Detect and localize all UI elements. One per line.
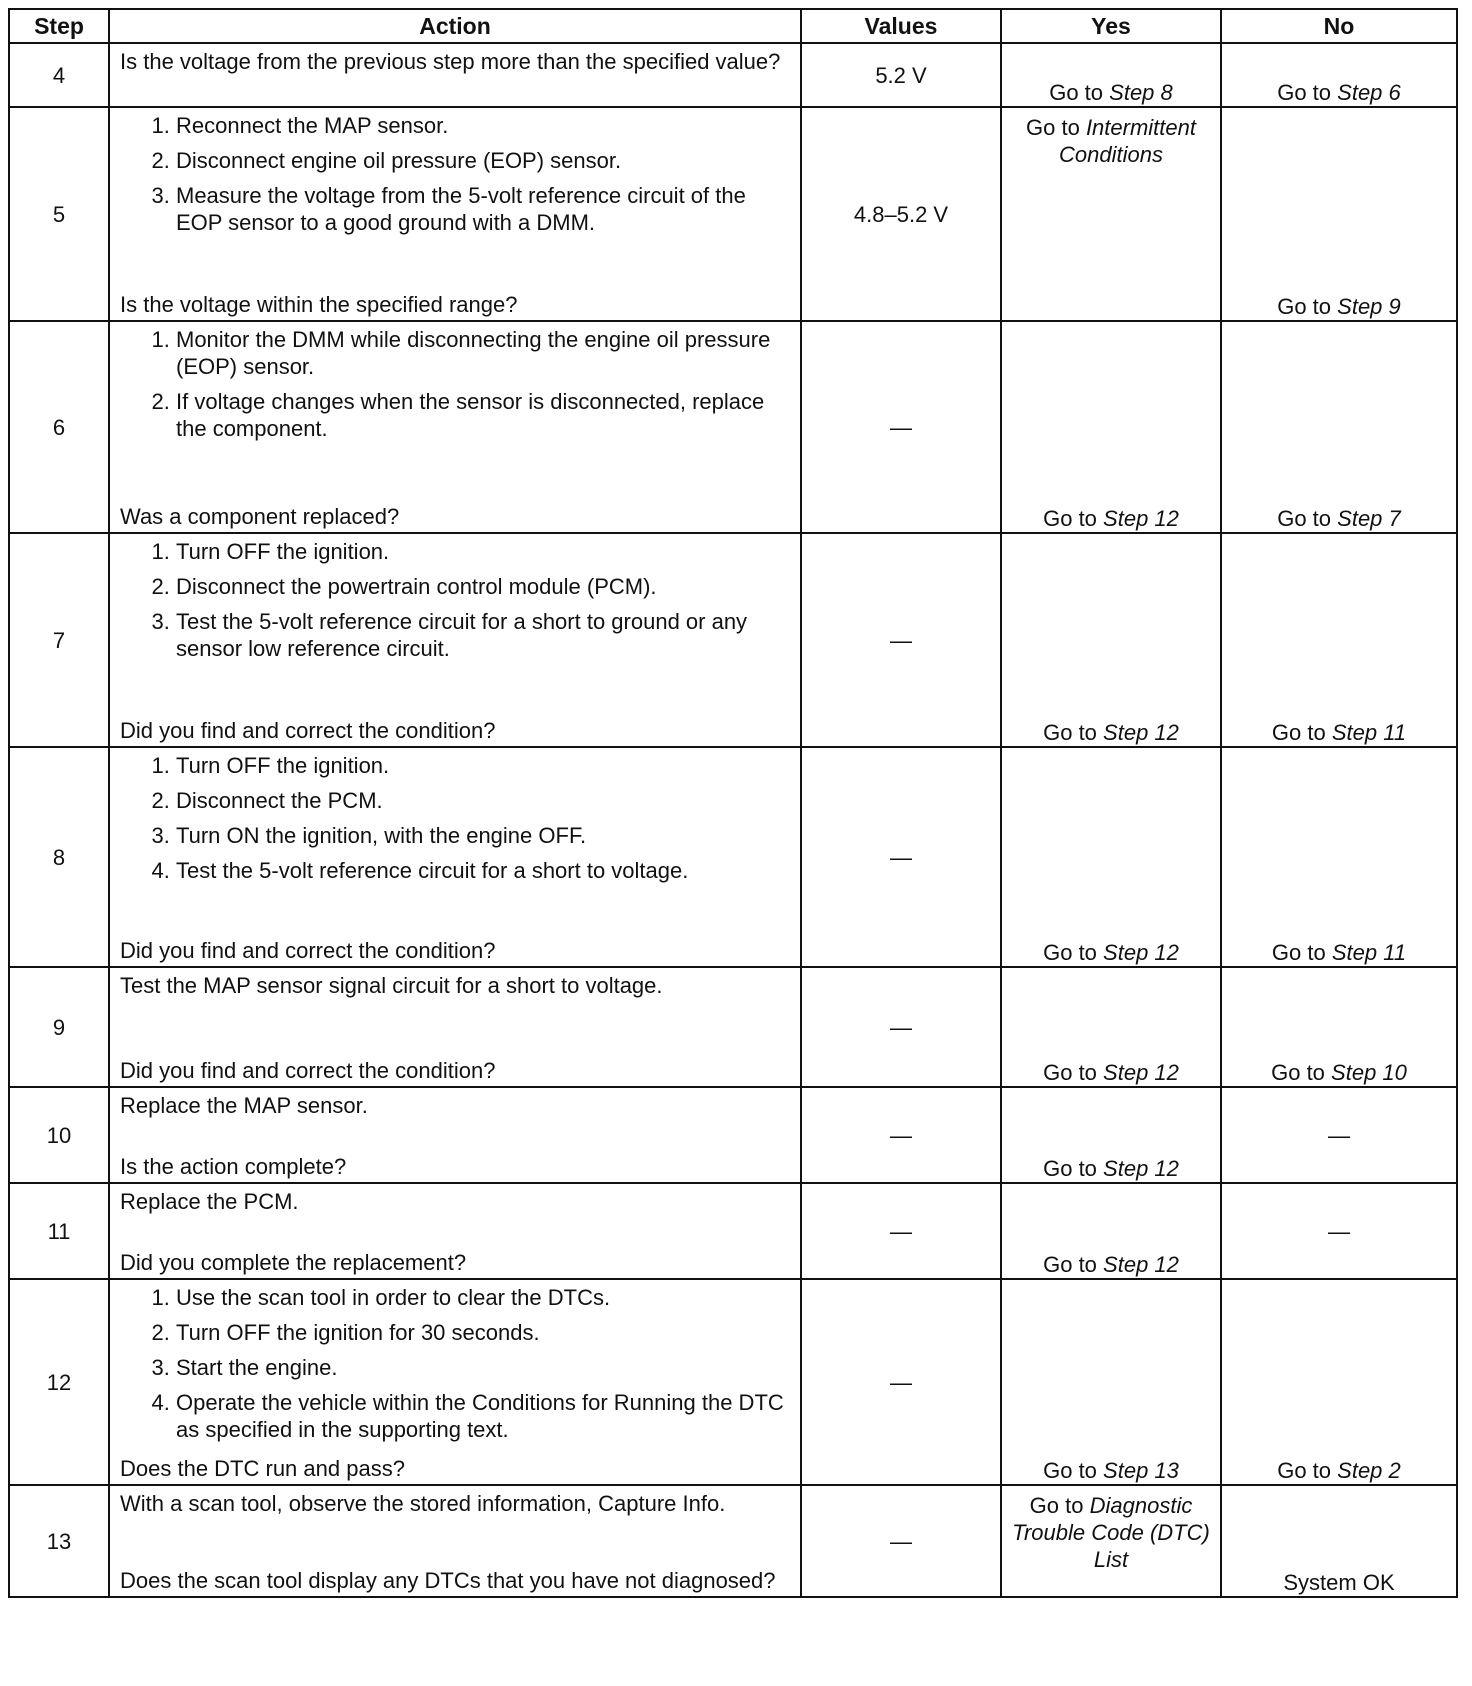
values-cell: 4.8–5.2 V [801, 107, 1001, 321]
header-values: Values [801, 9, 1001, 43]
action-question: Did you find and correct the condition? [120, 938, 496, 963]
values-cell: — [801, 1183, 1001, 1279]
table-row [9, 747, 1457, 967]
action-content [110, 534, 800, 746]
action-cell [109, 1183, 801, 1279]
action-step: 4. Test the 5-volt reference circuit for a short to voltage. [176, 857, 790, 884]
no-cell [1221, 747, 1457, 967]
no-cell [1221, 967, 1457, 1087]
no-cell [1221, 1485, 1457, 1597]
yes-reference: Step 12 [1103, 1252, 1179, 1277]
action-body [120, 1092, 790, 1119]
no-reference: — [1328, 1218, 1350, 1244]
yes-cell [1001, 1485, 1221, 1597]
header-row [9, 9, 1457, 43]
action-question: Did you find and correct the condition? [120, 1058, 496, 1083]
values-cell: 5.2 V [801, 43, 1001, 107]
no-reference: Step 7 [1337, 506, 1401, 531]
action-body [120, 538, 790, 668]
step-number: 8 [9, 747, 109, 967]
values-cell: — [801, 1485, 1001, 1597]
action-question: Was a component replaced? [120, 504, 400, 529]
table-body [9, 43, 1457, 1597]
action-step: 1. Reconnect the MAP sensor. [176, 112, 790, 139]
action-cell [109, 1087, 801, 1183]
header-step: Step [9, 9, 109, 43]
step-number: 6 [9, 321, 109, 533]
action-text: Replace the MAP sensor. [120, 1093, 368, 1118]
action-step: 4. Operate the vehicle within the Conditions for Running the DTC as specified in the supporting text. [176, 1389, 790, 1443]
step-number: 9 [9, 967, 109, 1087]
yes-cell [1001, 321, 1221, 533]
step-number: 7 [9, 533, 109, 747]
table-row [9, 107, 1457, 321]
no-reference: Step 10 [1331, 1060, 1407, 1085]
action-step: 2. Disconnect the powertrain control module (PCM). [176, 573, 790, 600]
step-number: 5 [9, 107, 109, 321]
step-number: 4 [9, 43, 109, 107]
action-question: Does the scan tool display any DTCs that you have not diagnosed? [120, 1568, 776, 1593]
action-cell [109, 107, 801, 321]
action-cell [109, 1485, 801, 1597]
values-cell: — [801, 967, 1001, 1087]
action-body [120, 972, 790, 999]
yes-cell [1001, 747, 1221, 967]
action-step: 3. Measure the voltage from the 5-volt reference circuit of the EOP sensor to a good ground with a DMM. [176, 182, 790, 236]
table-row [9, 1087, 1457, 1183]
yes-prefix: Go to [1043, 940, 1097, 965]
yes-prefix: Go to [1049, 80, 1104, 105]
no-cell [1221, 107, 1457, 321]
values-cell: — [801, 747, 1001, 967]
action-cell [109, 533, 801, 747]
table-row [9, 1183, 1457, 1279]
yes-prefix: Go to [1043, 506, 1097, 531]
no-cell [1221, 1279, 1457, 1485]
action-question: Did you find and correct the condition? [120, 718, 496, 743]
values-cell: — [801, 321, 1001, 533]
header-no: No [1221, 9, 1457, 43]
no-reference: Step 9 [1337, 294, 1401, 319]
yes-cell [1001, 1087, 1221, 1183]
yes-reference: Diagnostic Trouble Code (DTC) List [1012, 1493, 1210, 1572]
yes-prefix: Go to [1029, 1493, 1084, 1518]
no-cell [1221, 533, 1457, 747]
action-body [120, 326, 790, 448]
yes-reference: Step 12 [1103, 940, 1179, 965]
action-text: Test the MAP sensor signal circuit for a short to voltage. [120, 973, 663, 998]
action-steps [120, 538, 790, 662]
table-row [9, 321, 1457, 533]
no-cell [1221, 43, 1457, 107]
action-step: 1. Turn OFF the ignition. [176, 752, 790, 779]
yes-cell [1001, 533, 1221, 747]
values-cell: — [801, 533, 1001, 747]
yes-prefix: Go to [1043, 1156, 1097, 1181]
action-body [120, 1490, 790, 1517]
action-body [120, 752, 790, 890]
action-step: 3. Test the 5-volt reference circuit for a short to ground or any sensor low reference circuit. [176, 608, 790, 662]
no-prefix: Go to [1277, 80, 1332, 105]
action-cell [109, 1279, 801, 1485]
action-text: With a scan tool, observe the stored information, Capture Info. [120, 1491, 726, 1516]
action-step: 2. If voltage changes when the sensor is disconnected, replace the component. [176, 388, 790, 442]
action-body [120, 112, 790, 242]
action-text: Is the voltage from the previous step more than the specified value? [120, 49, 781, 74]
table-row [9, 967, 1457, 1087]
no-cell [1221, 1087, 1457, 1183]
step-number: 11 [9, 1183, 109, 1279]
table-row [9, 1485, 1457, 1597]
yes-prefix: Go to [1026, 115, 1080, 140]
action-steps [120, 326, 790, 442]
action-cell [109, 321, 801, 533]
action-content [110, 748, 800, 966]
no-reference: Step 11 [1331, 720, 1407, 745]
action-cell [109, 747, 801, 967]
action-step: 3. Turn ON the ignition, with the engine OFF. [176, 822, 790, 849]
action-content [110, 1088, 800, 1182]
yes-cell [1001, 1183, 1221, 1279]
action-step: 2. Disconnect engine oil pressure (EOP) sensor. [176, 147, 790, 174]
diagnostic-table [8, 8, 1458, 1598]
header-action: Action [109, 9, 801, 43]
action-body [120, 1188, 790, 1215]
yes-cell [1001, 1279, 1221, 1485]
yes-prefix: Go to [1043, 1252, 1097, 1277]
action-step: 1. Turn OFF the ignition. [176, 538, 790, 565]
action-step: 2. Turn OFF the ignition for 30 seconds. [176, 1319, 790, 1346]
action-step: 1. Use the scan tool in order to clear the DTCs. [176, 1284, 790, 1311]
yes-reference: Step 12 [1103, 506, 1179, 531]
action-step: 3. Start the engine. [176, 1354, 790, 1381]
action-cell [109, 43, 801, 107]
yes-reference: Intermittent Conditions [1059, 115, 1196, 167]
action-content [110, 1184, 800, 1278]
action-cell [109, 967, 801, 1087]
step-number: 10 [9, 1087, 109, 1183]
action-content [110, 322, 800, 532]
table-row [9, 43, 1457, 107]
yes-cell [1001, 43, 1221, 107]
no-prefix: Go to [1271, 720, 1326, 745]
no-reference: Step 6 [1337, 80, 1401, 105]
action-steps [120, 112, 790, 236]
no-reference: — [1328, 1122, 1350, 1148]
action-question: Does the DTC run and pass? [120, 1456, 405, 1481]
action-step: 1. Monitor the DMM while disconnecting the engine oil pressure (EOP) sensor. [176, 326, 790, 380]
action-step: 2. Disconnect the PCM. [176, 787, 790, 814]
yes-cell [1001, 967, 1221, 1087]
no-reference: Step 2 [1337, 1458, 1401, 1483]
no-prefix: Go to [1277, 294, 1332, 319]
step-number: 13 [9, 1485, 109, 1597]
action-body [120, 48, 790, 75]
action-content [110, 1280, 800, 1484]
yes-reference: Step 8 [1109, 80, 1173, 105]
action-body [120, 1284, 790, 1449]
yes-prefix: Go to [1043, 1060, 1097, 1085]
table-row [9, 1279, 1457, 1485]
action-question: Is the action complete? [120, 1154, 347, 1179]
no-prefix: Go to [1277, 506, 1332, 531]
no-reference: System OK [1283, 1570, 1395, 1595]
yes-reference: Step 12 [1103, 720, 1179, 745]
table-row [9, 533, 1457, 747]
values-cell: — [801, 1087, 1001, 1183]
no-prefix: Go to [1277, 1458, 1332, 1483]
no-prefix: Go to [1271, 1060, 1325, 1085]
yes-reference: Step 12 [1103, 1156, 1179, 1181]
yes-reference: Step 13 [1103, 1458, 1179, 1483]
action-question: Did you complete the replacement? [120, 1250, 467, 1275]
values-cell: — [801, 1279, 1001, 1485]
action-content [110, 44, 800, 106]
action-text: Replace the PCM. [120, 1189, 299, 1214]
action-steps [120, 1284, 790, 1443]
action-content [110, 968, 800, 1086]
yes-prefix: Go to [1043, 720, 1097, 745]
yes-prefix: Go to [1043, 1458, 1097, 1483]
yes-reference: Step 12 [1103, 1060, 1179, 1085]
no-prefix: Go to [1271, 940, 1326, 965]
no-reference: Step 11 [1331, 940, 1407, 965]
header-yes: Yes [1001, 9, 1221, 43]
action-content [110, 108, 800, 320]
yes-cell [1001, 107, 1221, 321]
action-question: Is the voltage within the specified range? [120, 292, 518, 317]
step-number: 12 [9, 1279, 109, 1485]
no-cell [1221, 321, 1457, 533]
action-steps [120, 752, 790, 884]
no-cell [1221, 1183, 1457, 1279]
action-content [110, 1486, 800, 1596]
